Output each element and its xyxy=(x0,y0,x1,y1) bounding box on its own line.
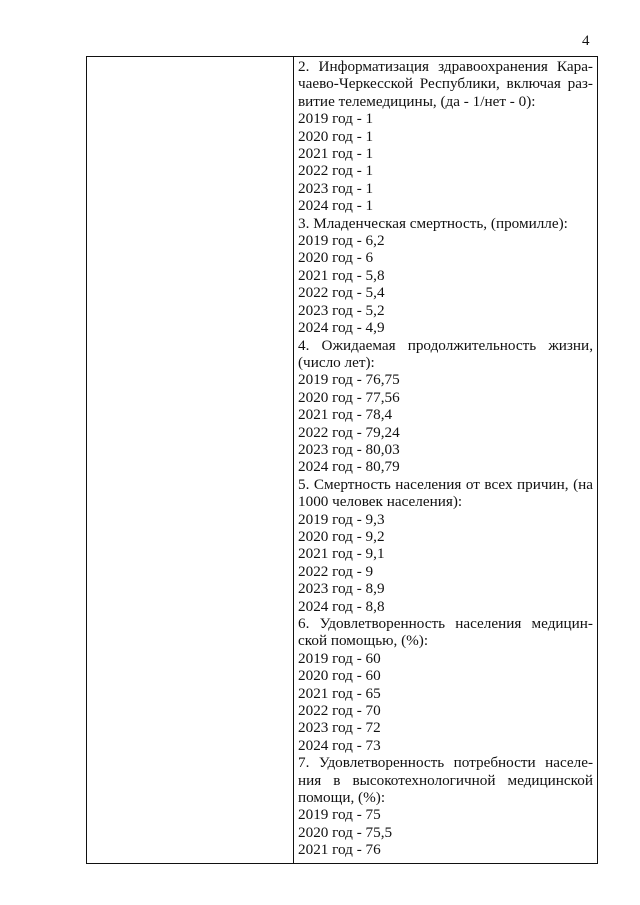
text-line: 2023 год - 80,03 xyxy=(298,440,400,458)
text-line: 2019 год - 9,3 xyxy=(298,510,385,528)
text-line: 6. Удовлетворенность населения медицин- xyxy=(298,615,593,632)
text-line: (число лет): xyxy=(298,353,375,371)
text-line: 2021 год - 5,8 xyxy=(298,266,385,284)
page-number: 4 xyxy=(582,33,590,49)
text-line: 2. Информатизация здравоохранения Кара- xyxy=(298,58,593,75)
text-line: 5. Смертность населения от всех причин, (на xyxy=(298,475,593,493)
text-line: 2023 год - 1 xyxy=(298,179,374,197)
indicators-text-cell xyxy=(298,58,593,859)
text-line: 2021 год - 76 xyxy=(298,841,381,859)
text-line: 2020 год - 9,2 xyxy=(298,527,385,545)
text-line: 2024 год - 8,8 xyxy=(298,597,385,615)
text-line: 2024 год - 73 xyxy=(298,736,381,754)
text-line: 2021 год - 78,4 xyxy=(298,406,393,424)
text-line: 2020 год - 75,5 xyxy=(298,823,393,841)
text-line: 2022 год - 70 xyxy=(298,702,381,720)
text-line: 2022 год - 1 xyxy=(298,162,374,180)
text-line: 2020 год - 77,56 xyxy=(298,388,400,406)
text-line: помощи, (%): xyxy=(298,789,386,807)
column-divider xyxy=(293,57,294,863)
text-line: 2019 год - 1 xyxy=(298,110,374,128)
text-line: 2020 год - 60 xyxy=(298,667,381,685)
text-line: 1000 человек населения): xyxy=(298,493,463,511)
text-line: 7. Удовлетворенность потребности населе- xyxy=(298,754,593,772)
text-line: 2024 год - 80,79 xyxy=(298,458,400,476)
text-line: 2023 год - 72 xyxy=(298,719,381,737)
text-line: ния в высокотехнологичной медицинской xyxy=(298,771,593,789)
text-line: 2021 год - 1 xyxy=(298,145,374,163)
text-line: 2019 год - 60 xyxy=(298,649,381,667)
text-line: чаево-Черкесской Республики, включая раз- xyxy=(298,75,593,93)
text-line: 2023 год - 8,9 xyxy=(298,580,385,598)
text-line: ской помощью, (%): xyxy=(298,632,429,650)
text-line: 2020 год - 1 xyxy=(298,127,374,145)
text-line: 2019 год - 75 xyxy=(298,806,381,824)
indicators-table xyxy=(86,56,598,864)
text-line: 2021 год - 9,1 xyxy=(298,545,385,563)
text-line: 2024 год - 4,9 xyxy=(298,319,385,337)
text-line: 2019 год - 6,2 xyxy=(298,232,385,250)
text-line: 2023 год - 5,2 xyxy=(298,301,385,319)
text-line: 2022 год - 9 xyxy=(298,562,374,580)
text-line: 2024 год - 1 xyxy=(298,197,374,215)
text-line: 4. Ожидаемая продолжительность жизни, xyxy=(298,336,593,354)
text-line: 2021 год - 65 xyxy=(298,684,381,702)
text-line: 2022 год - 79,24 xyxy=(298,423,400,441)
text-line: 2020 год - 6 xyxy=(298,249,374,267)
text-line: 3. Младенческая смертность, (промилле): xyxy=(298,214,568,232)
text-line: 2022 год - 5,4 xyxy=(298,284,385,302)
text-line: 2019 год - 76,75 xyxy=(298,371,400,389)
text-line: витие телемедицины, (да - 1/нет - 0): xyxy=(298,92,536,110)
